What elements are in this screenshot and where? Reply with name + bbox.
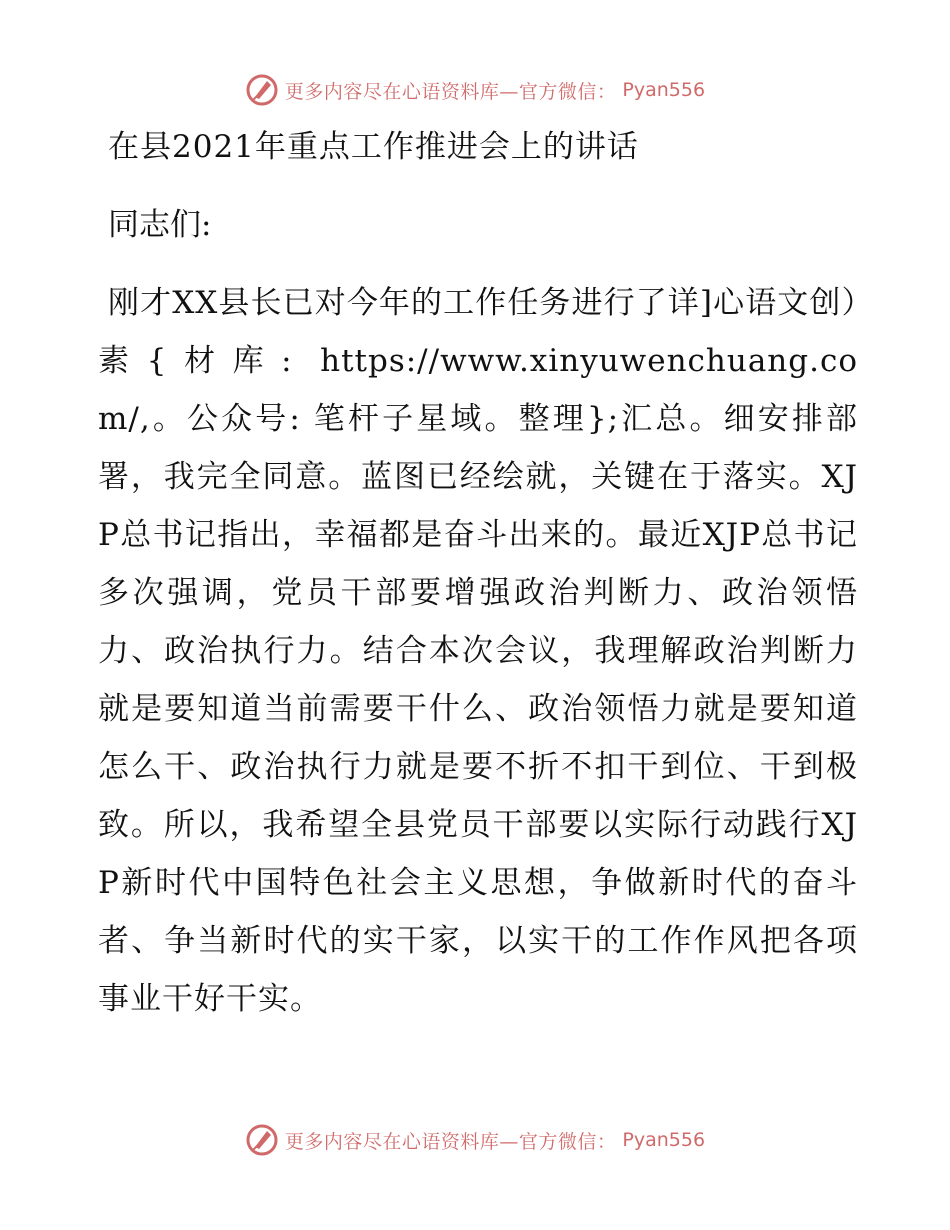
banner-text: 更多内容尽在心语资料库—官方微信： [284,1130,617,1153]
document-title: 在县2021年重点工作推进会上的讲话 [108,129,639,165]
document-body [98,118,858,1028]
pen-nib-logo-icon [245,1123,279,1157]
body-paragraph: 刚才XX县长已对今年的工作任务进行了详]心语文创）素{材库: https://www.xinyuwenchuang.com/,。公众号: 笔杆子星域。整理};汇总。细安排部署，我完全同意。蓝图已经绘就，关键在于落实。XJP总书记指出，幸福都是奋斗出来的。最近XJP总书记多次强调，党员干部要增强政治判断力、政治领悟力、政治执行力。结合本次会议，我理解政治判断力就是要知道当前需要干什么、政治领悟力就是要知道怎么干、政治执行力就是要不折不扣干到位、干到极致。所以，我希望全县党员干部要以实际行动践行XJP新时代中国特色社会主义思想，争做新时代的奋斗者、争当新时代的实干家，以实干的工作作风把各项事业干好干实。 [98,285,858,1017]
footer-watermark-banner [0,1120,950,1160]
banner-wechat-id: Pyan556 [622,1129,706,1151]
banner-wechat-id: Pyan556 [622,79,706,101]
header-watermark-banner [0,70,950,110]
pen-nib-logo-icon [245,73,279,107]
banner-text: 更多内容尽在心语资料库—官方微信： [284,80,617,103]
salutation: 同志们: [108,207,212,243]
